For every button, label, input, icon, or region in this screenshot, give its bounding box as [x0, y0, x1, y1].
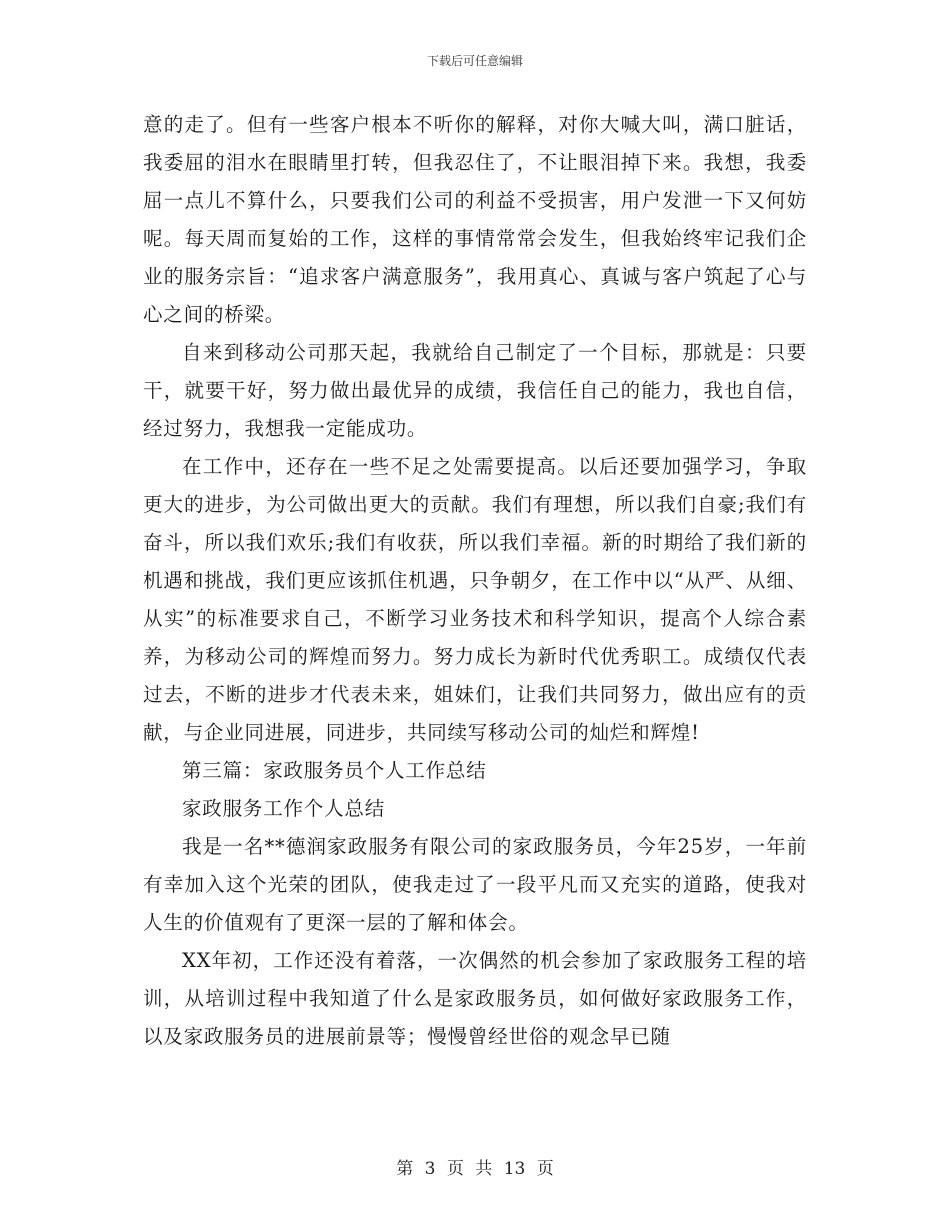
paragraph-goal: 自来到移动公司那天起，我就给自己制定了一个目标，那就是：只要干，就要干好，努力做出最优异的成绩，我信任自己的能力，我也自信，经过努力，我想我一定能成功。: [143, 341, 807, 440]
paragraph-training: XX年初，工作还没有着落，一次偶然的机会参加了家政服务工程的培训，从培训过程中我知道了什么是家政服务员，如何做好家政服务工作，以及家政服务员的进展前景等；慢慢曾经世俗的观念早已随: [143, 949, 807, 1048]
page-number: 第 3 页 共 13 页: [396, 1159, 554, 1179]
paragraph-intro: 我是一名**德润家政服务有限公司的家政服务员，今年25岁，一年前有幸加入这个光荣的团队，使我走过了一段平凡而又充实的道路，使我对人生的价值观有了更深一层的了解和体会。: [143, 835, 807, 934]
paragraph-improvement: 在工作中，还存在一些不足之处需要提高。以后还要加强学习，争取更大的进步，为公司做出更大的贡献。我们有理想，所以我们自豪;我们有奋斗，所以我们欢乐;我们有收获，所以我们幸福。新的时期给了我们新的机遇和挑战，我们更应该抓住机遇，只争朝夕，在工作中以“从严、从细、从实”的标准要求自己，不断学习业务技术和科学知识，提高个人综合素养，为移动公司的辉煌而努力。努力成长为新时代优秀职工。成绩仅代表过去，不断的进步才代表未来，姐妹们，让我们共同努力，做出应有的贡献，与企业同进展，同进步，共同续写移动公司的灿烂和辉煌!: [143, 455, 807, 744]
paragraph-continuation: 意的走了。但有一些客户根本不听你的解释，对你大喊大叫，满口脏话，我委屈的泪水在眼睛里打转，但我忍住了，不让眼泪掉下来。我想，我委屈一点儿不算什么，只要我们公司的利益不受损害，用户发泄一下又何妨呢。每天周而复始的工作，这样的事情常常会发生，但我始终牢记我们企业的服务宗旨：“追求客户满意服务”，我用真心、真诚与客户筑起了心与心之间的桥梁。: [143, 113, 807, 326]
document-body: [143, 106, 807, 1056]
section-subtitle: 家政服务工作个人总结: [182, 797, 386, 820]
section-heading: 第三篇：家政服务员个人工作总结: [182, 759, 487, 782]
page-header-note: 下载后可任意编辑: [426, 54, 523, 68]
